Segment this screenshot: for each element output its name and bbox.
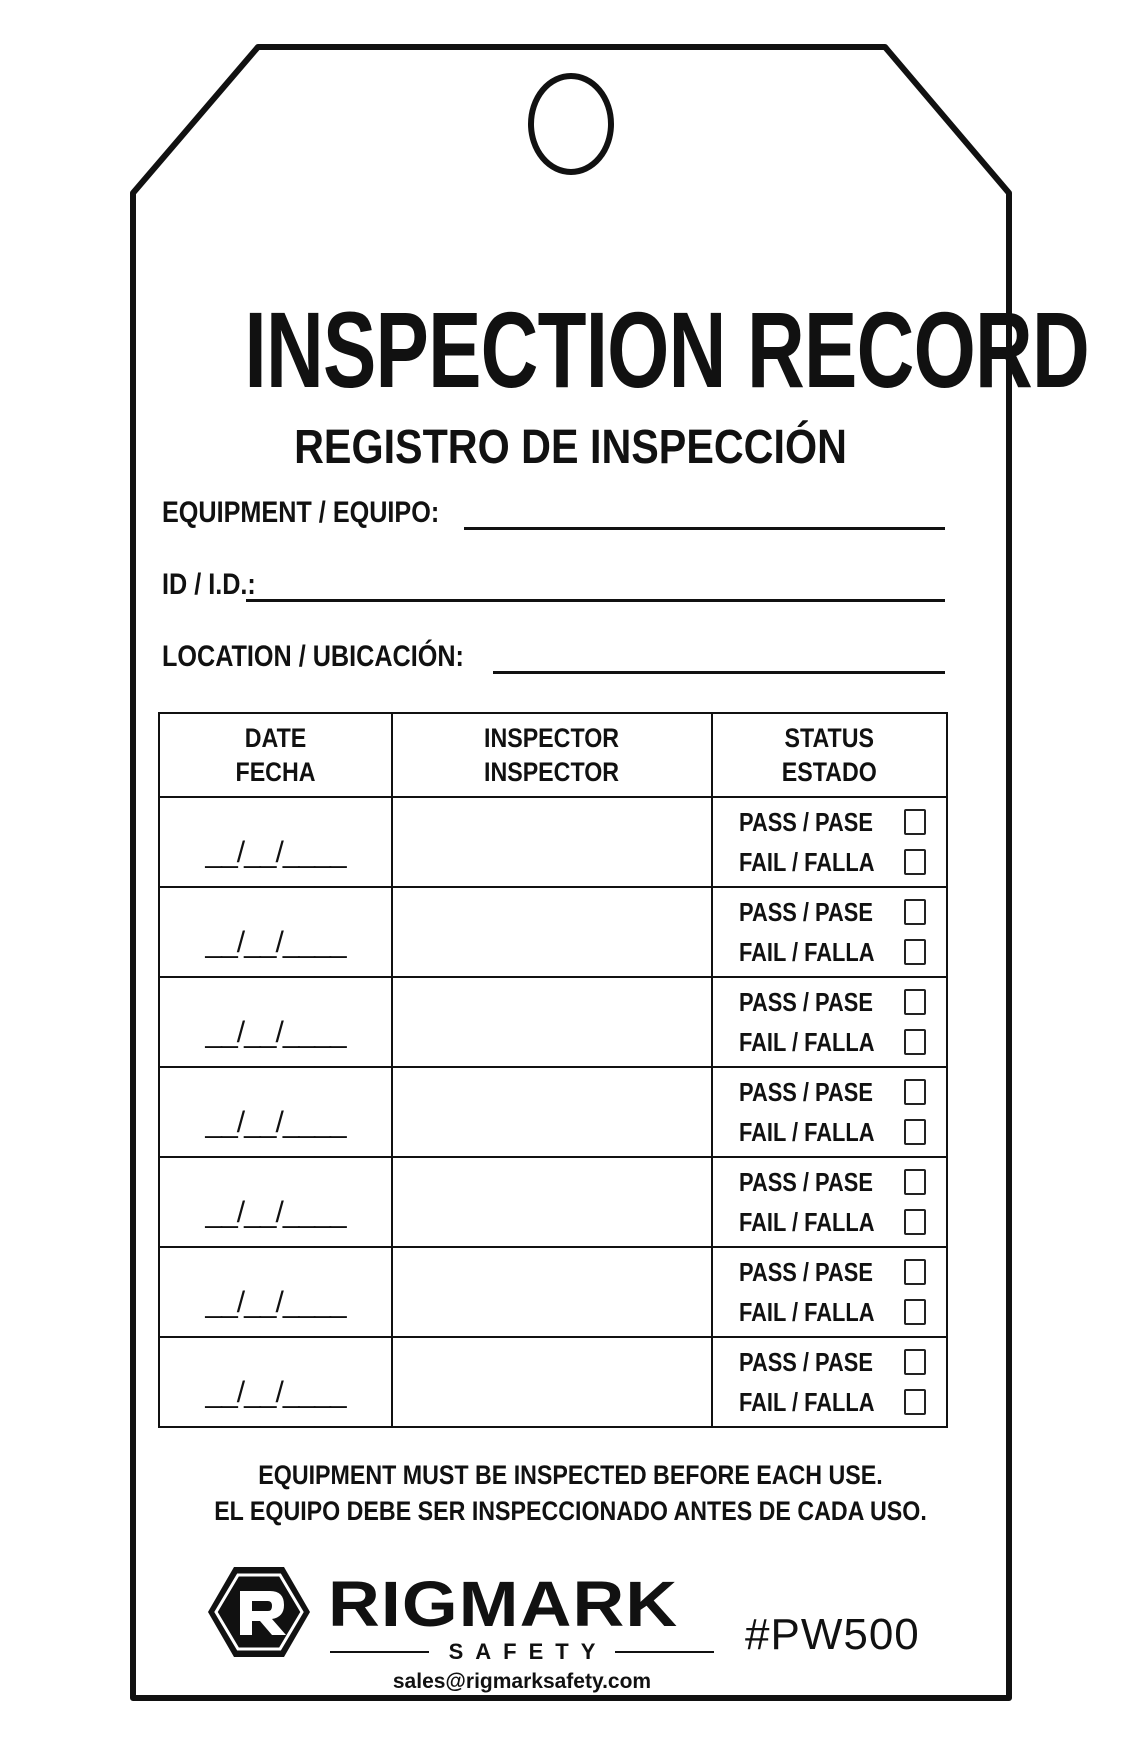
table-row (159, 1247, 947, 1337)
table-header-row (159, 713, 947, 797)
id-field (162, 568, 945, 602)
fail-checkbox[interactable] (904, 1209, 926, 1235)
fail-checkbox[interactable] (904, 849, 926, 875)
pass-label: PASS / PASE (739, 1166, 873, 1197)
date-header: DATE FECHA (159, 713, 392, 797)
brand-name: RIGMARK (328, 1568, 679, 1640)
status-cell (712, 1067, 947, 1157)
tag-title: INSPECTION RECORD (244, 289, 1089, 410)
fail-label: FAIL / FALLA (739, 1026, 875, 1057)
inspector-header: INSPECTOR INSPECTOR (392, 713, 712, 797)
inspector-cell[interactable] (392, 977, 712, 1067)
pass-label: PASS / PASE (739, 896, 873, 927)
table-row (159, 797, 947, 887)
date-cell: __/__/____ (159, 1337, 392, 1427)
equipment-line (464, 499, 945, 530)
table-row (159, 887, 947, 977)
table-row (159, 1157, 947, 1247)
fail-checkbox[interactable] (904, 939, 926, 965)
status-cell (712, 887, 947, 977)
fail-label: FAIL / FALLA (739, 936, 875, 967)
status-cell (712, 797, 947, 887)
pass-checkbox[interactable] (904, 1349, 926, 1375)
date-cell: __/__/____ (159, 1157, 392, 1247)
fail-checkbox[interactable] (904, 1389, 926, 1415)
inspector-cell[interactable] (392, 1067, 712, 1157)
part-number: #PW500 (745, 1610, 920, 1659)
brand-sub: SAFETY (448, 1639, 608, 1664)
inspector-cell[interactable] (392, 887, 712, 977)
fail-checkbox[interactable] (904, 1029, 926, 1055)
pass-label: PASS / PASE (739, 986, 873, 1017)
table-row (159, 1067, 947, 1157)
fail-label: FAIL / FALLA (739, 1386, 875, 1417)
location-line (493, 643, 945, 674)
table-row (159, 1337, 947, 1427)
date-cell: __/__/____ (159, 797, 392, 887)
rigmark-hexagon-logo-icon (206, 1565, 312, 1659)
id-line (246, 571, 945, 602)
status-header: STATUS ESTADO (712, 713, 947, 797)
brand-sub-row (330, 1640, 714, 1664)
location-field (162, 640, 945, 674)
brand-rule-right (615, 1651, 714, 1653)
inspector-cell[interactable] (392, 1157, 712, 1247)
grommet-hole (531, 76, 611, 172)
inspector-cell[interactable] (392, 1247, 712, 1337)
brand-rule-left (330, 1651, 429, 1653)
pass-label: PASS / PASE (739, 1346, 873, 1377)
tag-subtitle: REGISTRO DE INSPECCIÓN (294, 421, 847, 474)
fail-checkbox[interactable] (904, 1119, 926, 1145)
pass-checkbox[interactable] (904, 1259, 926, 1285)
status-cell (712, 1247, 947, 1337)
pass-checkbox[interactable] (904, 1079, 926, 1105)
fail-label: FAIL / FALLA (739, 846, 875, 877)
pass-checkbox[interactable] (904, 1169, 926, 1195)
pass-checkbox[interactable] (904, 899, 926, 925)
equipment-label: EQUIPMENT / EQUIPO: (162, 496, 440, 529)
status-cell (712, 1337, 947, 1427)
fail-checkbox[interactable] (904, 1299, 926, 1325)
notice-spanish: EL EQUIPO DEBE SER INSPECCIONADO ANTES DE CADA USO. (214, 1496, 927, 1526)
fail-label: FAIL / FALLA (739, 1116, 875, 1147)
date-cell: __/__/____ (159, 977, 392, 1067)
pass-checkbox[interactable] (904, 809, 926, 835)
fail-label: FAIL / FALLA (739, 1206, 875, 1237)
date-cell: __/__/____ (159, 1067, 392, 1157)
date-cell: __/__/____ (159, 1247, 392, 1337)
status-cell (712, 1157, 947, 1247)
inspector-cell[interactable] (392, 1337, 712, 1427)
pass-label: PASS / PASE (739, 806, 873, 837)
id-label: ID / I.D.: (162, 568, 256, 601)
table-row (159, 977, 947, 1067)
inspector-cell[interactable] (392, 797, 712, 887)
date-cell: __/__/____ (159, 887, 392, 977)
pass-label: PASS / PASE (739, 1076, 873, 1107)
pass-checkbox[interactable] (904, 989, 926, 1015)
location-label: LOCATION / UBICACIÓN: (162, 640, 464, 673)
fail-label: FAIL / FALLA (739, 1296, 875, 1327)
pass-label: PASS / PASE (739, 1256, 873, 1287)
status-cell (712, 977, 947, 1067)
inspection-log-table (158, 712, 948, 1428)
notice-english: EQUIPMENT MUST BE INSPECTED BEFORE EACH USE. (258, 1460, 883, 1490)
equipment-field (162, 496, 945, 530)
brand-email[interactable]: sales@rigmarksafety.com (392, 1670, 652, 1693)
